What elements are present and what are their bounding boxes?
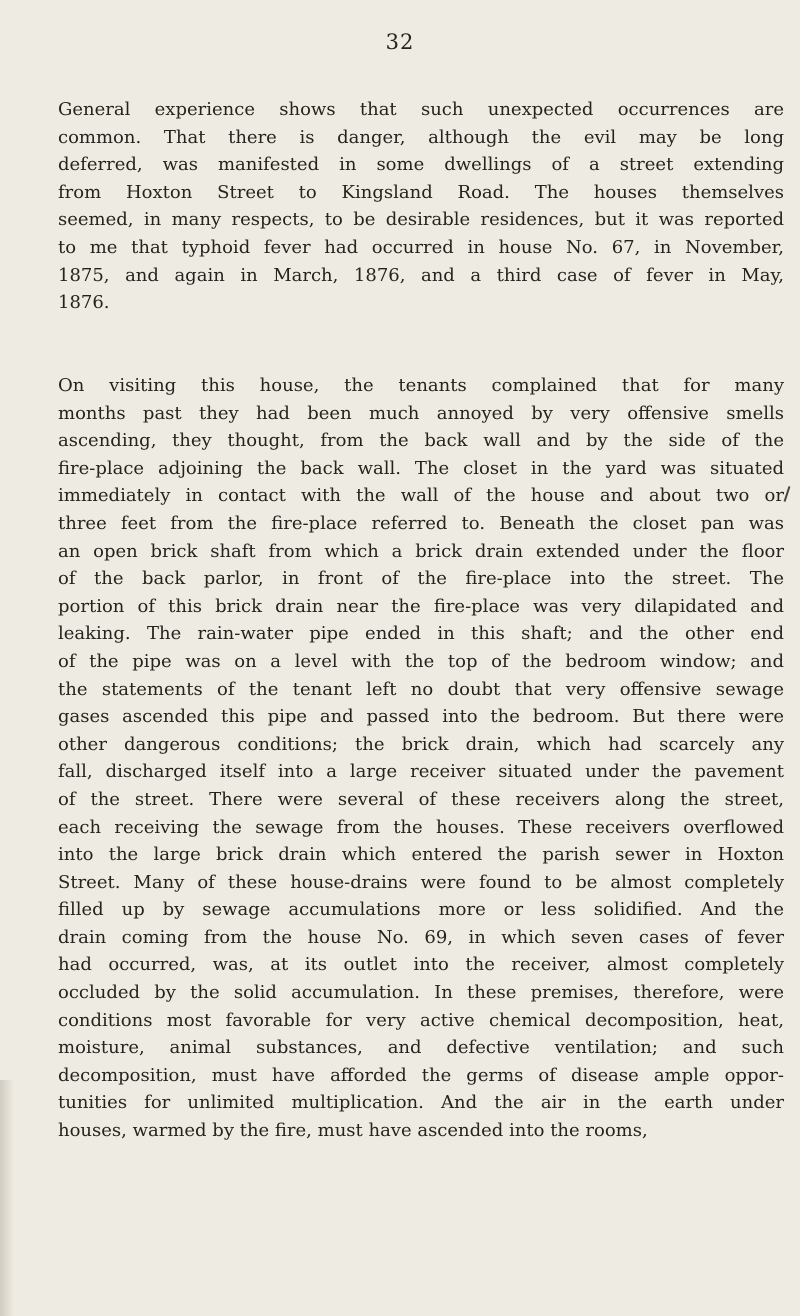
- text-line: to me that typhoid fever had occurred in house No. 67, in November,: [58, 236, 784, 258]
- text-line: 1876.: [58, 292, 110, 314]
- text-line: ascending, they thought, from the back wall and by the side of the: [58, 430, 784, 452]
- margin-mark: [784, 486, 791, 502]
- text-line: from Hoxton Street to Kingsland Road. The houses themselves: [58, 181, 784, 203]
- paragraph-2: [56, 372, 784, 1145]
- page-number: 32: [385, 30, 415, 54]
- text-line: the statements of the tenant left no doubt that very offensive sewage: [58, 678, 784, 700]
- text-line: months past they had been much annoyed by very offensive smells: [58, 402, 784, 424]
- text-line: On visiting this house, the tenants complained that for many: [58, 375, 784, 396]
- paragraph-1: [56, 96, 784, 317]
- text-line: leaking. The rain-water pipe ended in this shaft; and the other end: [58, 623, 784, 645]
- text-line: tunities for unlimited multiplication. And the air in the earth under: [58, 1092, 784, 1114]
- text-line: other dangerous conditions; the brick drain, which had scarcely any: [58, 733, 784, 755]
- text-line: of the street. There were several of these receivers along the street,: [58, 788, 784, 810]
- text-line: General experience shows that such unexpected occurrences are: [58, 99, 784, 120]
- text-line: gases ascended this pipe and passed into the bedroom. But there were: [58, 706, 784, 728]
- text-line: common. That there is danger, although the evil may be long: [58, 126, 784, 148]
- text-line: seemed, in many respects, to be desirable residences, but it was reported: [58, 209, 784, 231]
- text-line: occluded by the solid accumulation. In these premises, therefore, were: [58, 982, 784, 1004]
- text-line: fire-place adjoining the back wall. The closet in the yard was situated: [58, 457, 784, 479]
- text-line: decomposition, must have afforded the germs of disease ample oppor-: [58, 1064, 784, 1086]
- text-line: 1875, and again in March, 1876, and a third case of fever in May,: [58, 264, 784, 286]
- text-line: portion of this brick drain near the fire-place was very dilapidated and: [58, 595, 784, 617]
- text-line: deferred, was manifested in some dwellings of a street extending: [58, 154, 784, 176]
- text-line: into the large brick drain which entered the parish sewer in Hoxton: [58, 844, 784, 866]
- text-line: fall, discharged itself into a large receiver situated under the pavement: [58, 761, 784, 783]
- text-line: three feet from the fire-place referred to. Beneath the closet pan was: [58, 512, 784, 534]
- text-line: immediately in contact with the wall of the house and about two or: [58, 485, 784, 507]
- text-line: each receiving the sewage from the houses. These receivers overflowed: [58, 816, 784, 838]
- text-line: had occurred, was, at its outlet into the receiver, almost completely: [58, 954, 784, 976]
- text-line: of the pipe was on a level with the top of the bedroom window; and: [58, 650, 784, 672]
- text-line: of the back parlor, in front of the fire-place into the street. The: [58, 568, 784, 590]
- text-line: Street. Many of these house-drains were found to be almost completely: [58, 871, 784, 893]
- text-line: conditions most favorable for very active chemical decomposition, heat,: [58, 1009, 784, 1031]
- text-line: houses, warmed by the fire, must have ascended into the rooms,: [58, 1120, 648, 1142]
- text-line: moisture, animal substances, and defective ventilation; and such: [58, 1037, 784, 1059]
- text-line: drain coming from the house No. 69, in which seven cases of fever: [58, 926, 784, 948]
- text-line: filled up by sewage accumulations more or less solidified. And the: [58, 899, 784, 921]
- page-edge-shadow: [0, 1080, 14, 1316]
- text-line: an open brick shaft from which a brick drain extended under the floor: [58, 540, 784, 562]
